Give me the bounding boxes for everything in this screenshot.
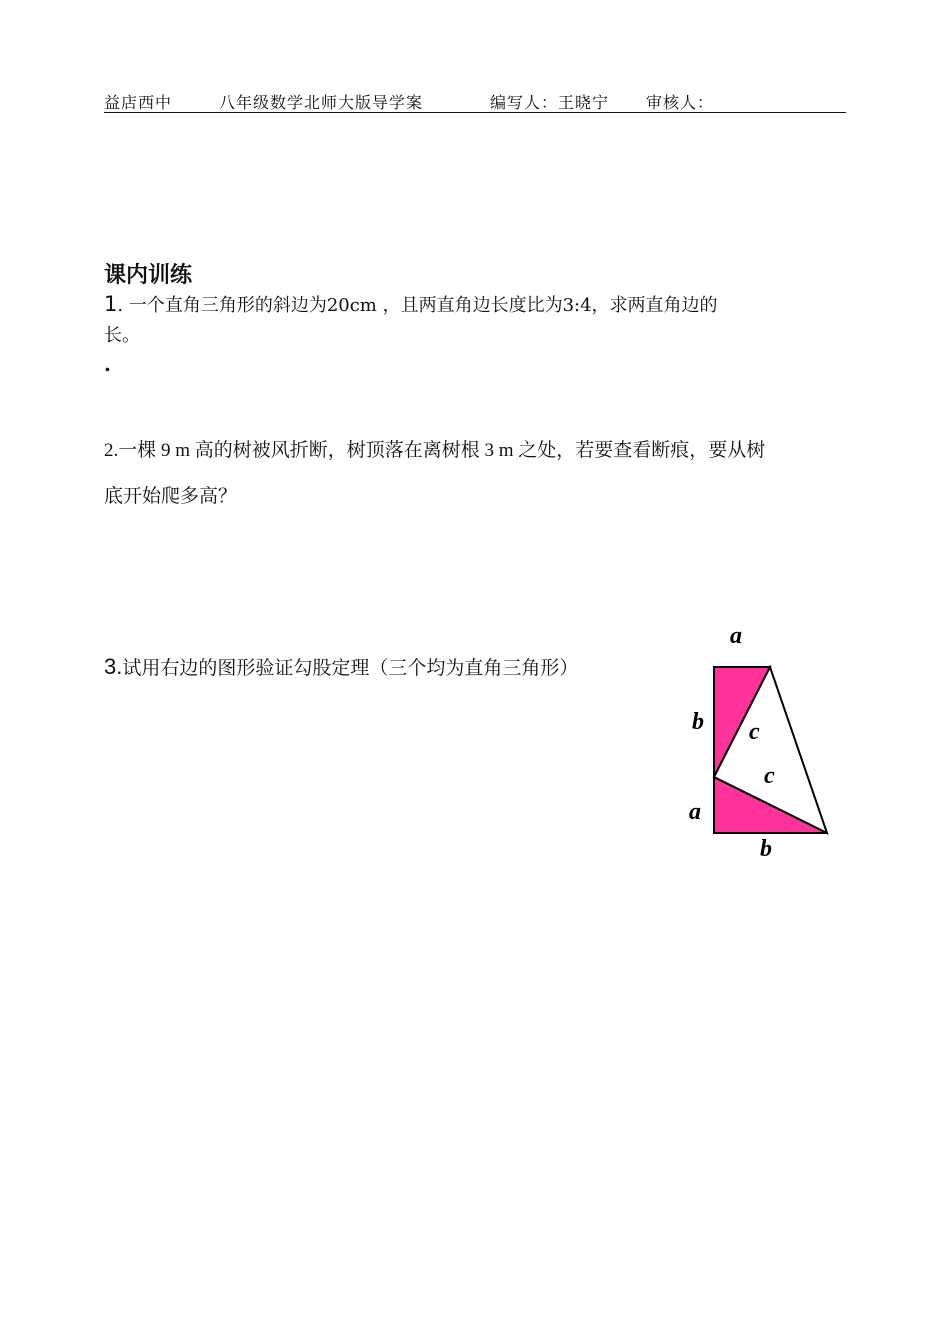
- question-2-line-1: 2.一棵 9 m 高的树被风折断，树顶落在离树根 3 m 之处，若要查看断痕，要从树: [104, 440, 766, 461]
- school-name: 益店西中: [104, 93, 173, 112]
- author: 编写人：王晓宁: [490, 93, 610, 112]
- question-1-number: 1: [104, 292, 118, 316]
- question-1: [104, 289, 846, 351]
- question-1-text: . 一个直角三角形的斜边为20cm ，且两直角边长度比为3:4，求两直角边的: [117, 295, 718, 316]
- course-title: 八年级数学北师大版导学案: [219, 93, 424, 112]
- reviewer: 审核人：: [646, 93, 715, 112]
- answer-dot: .: [104, 352, 111, 376]
- question-3: [104, 652, 664, 684]
- label-top-a: a: [730, 623, 742, 649]
- question-2-line-2: 底开始爬多高？: [104, 486, 238, 507]
- label-left-a: a: [689, 799, 701, 825]
- label-lower-c: c: [764, 763, 775, 789]
- label-bottom-b: b: [760, 836, 772, 862]
- question-3-text: 试用右边的图形验证勾股定理（三个均为直角三角形）: [122, 658, 579, 679]
- pythagoras-figure: [680, 615, 850, 865]
- section-title: 课内训练: [104, 263, 193, 288]
- label-upper-c: c: [749, 719, 760, 745]
- question-1-line-1: [104, 289, 846, 321]
- question-1-line-2: 长。: [104, 325, 140, 346]
- pythagoras-diagram: [680, 615, 850, 865]
- question-3-number: 3.: [104, 654, 123, 679]
- question-2: [104, 428, 846, 520]
- label-left-b: b: [692, 709, 704, 735]
- page-header: [104, 90, 846, 113]
